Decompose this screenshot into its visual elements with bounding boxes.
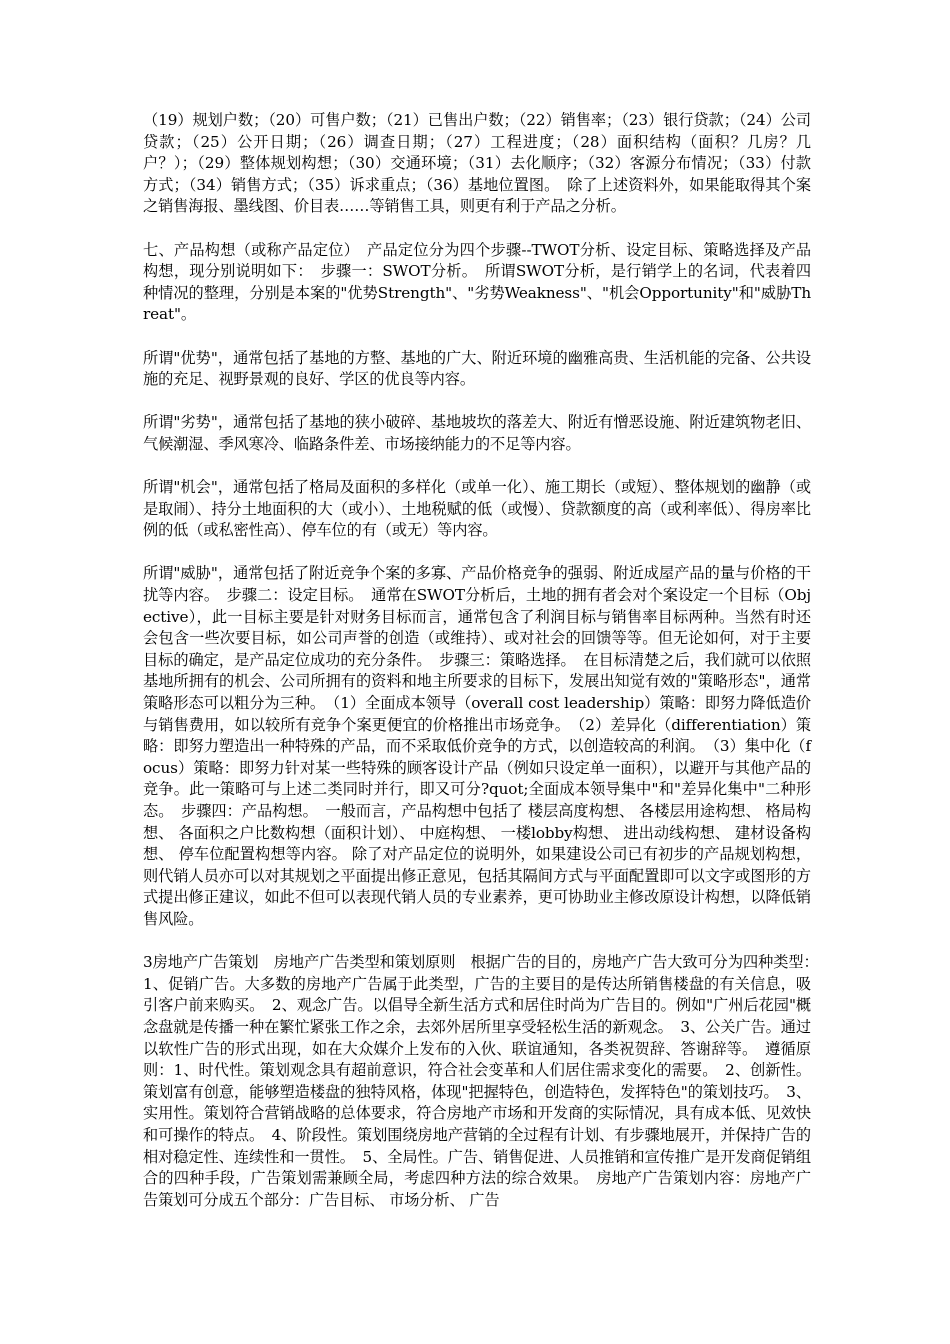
- paragraph-opportunities: 所谓"机会"，通常包括了格局及面积的多样化（或单一化）、施工期长（或短）、整体规划的幽静（或是取闹）、持分土地面积的大（或小）、土地税赋的低（或慢）、贷款额度的高（或利率低）、得房率比例的低（或私密性高）、停车位的有（或无）等内容。: [143, 478, 811, 540]
- paragraph-weaknesses: 所谓"劣势"，通常包括了基地的狭小破碎、基地坡坎的落差大、附近有憎恶设施、附近建筑物老旧、气候潮湿、季风寒冷、临路条件差、市场接纳能力的不足等内容。: [143, 413, 811, 453]
- paragraph-product-concept-swot: 七、产品构想（或称产品定位） 产品定位分为四个步骤--TWOT分析、设定目标、策略选择及产品构想，现分别说明如下： 步骤一：SWOT分析。 所谓SWOT分析，是行销学上的名词，代表着四种情况的整理，分别是本案的"优势Strength"、"劣势Weakness"、"机会Opportunity"和"威胁Threat"。: [143, 240, 811, 324]
- paragraph-threats-and-steps: 所谓"威胁"，通常包括了附近竞争个案的多寡、产品价格竞争的强弱、附近成屋产品的量与价格的干扰等内容。 步骤二：设定目标。 通常在SWOT分析后，土地的拥有者会对个案设定一个目标（Objective），此一目标主要是针对财务目标而言，通常包含了利润目标与销售率目标两种。当然有时还会包含一些次要目标，如公司声誉的创造（或维持）、或对社会的回馈等等。但无论如何，对于主要目标的确定，是产品定位成功的充分条件。 步骤三：策略选择。 在目标清楚之后，我们就可以依照基地所拥有的机会、公司所拥有的资料和地主所要求的目标下，发展出知觉有效的"策略形态"，通常策略形态可以粗分为三种。 （1）全面成本领导（overall cost leadership）策略：即努力降低造价与销售费用，如以较所有竞争个案更便宜的价格推出市场竞争。 （2）差异化（differentiation）策略：即努力塑造出一种特殊的产品，而不采取低价竞争的方式，以创造较高的利润。 （3）集中化（focus）策略：即努力针对某一些特殊的顾客设计产品（例如只设定单一面积），以避开与其他产品的竞争。此一策略可与上述二类同时并行，即又可分?quot;全面成本领导集中"和"差异化集中"二种形态。 步骤四：产品构想。 一般而言，产品构想中包括了 楼层高度构想、 各楼层用途构想、 格局构想、 各面积之户比数构想（面积计划）、 中庭构想、 一楼lobby构想、 进出动线构想、 建材设备构想、 停车位配置构想等内容。 除了对产品定位的说明外，如果建设公司已有初步的产品规划构想，则代销人员亦可以对其规划之平面提出修正意见，包括其隔间方式与平面配置即可以文字或图形的方式提出修正建议，如此不但可以表现代销人员的专业素养，更可协助业主修改原设计构想，以降低销售风险。: [143, 564, 811, 928]
- paragraph-project-data-list: （19）规划户数；（20）可售户数；（21）已售出户数；（22）销售率；（23）银行贷款；（24）公司贷款；（25）公开日期；（26）调查日期；（27）工程进度；（28）面积结构（面积？几房？几户？）；（29）整体规划构想；（30）交通环境；（31）去化顺序；（32）客源分布情况；（33）付款方式；（34）销售方式；（35）诉求重点；（36）基地位置图。 除了上述资料外，如果能取得其个案之销售海报、墨线图、价目表……等销售工具，则更有利于产品之分析。: [143, 111, 811, 216]
- paragraph-real-estate-advertising: 3房地产广告策划 房地产广告类型和策划原则 根据广告的目的，房地产广告大致可分为四种类型： 1、促销广告。大多数的房地产广告属于此类型，广告的主要目的是传达所销售楼盘的有关信息，吸引客户前来购买。 2、观念广告。以倡导全新生活方式和居住时尚为广告目的。例如"广州后花园"概念盘就是传播一种在繁忙紧张工作之余，去郊外居所里享受轻松生活的新观念。 3、公关广告。通过以软性广告的形式出现，如在大众媒介上发布的入伙、联谊通知，各类祝贺辞、答谢辞等。 遵循原则：1、时代性。策划观念具有超前意识，符合社会变革和人们居住需求变化的需要。 2、创新性。策划富有创意，能够塑造楼盘的独特风格，体现"把握特色，创造特色，发挥特色"的策划技巧。 3、实用性。策划符合营销战略的总体要求，符合房地产市场和开发商的实际情况，具有成本低、见效快和可操作的特点。 4、阶段性。策划围绕房地产营销的全过程有计划、有步骤地展开，并保持广告的相对稳定性、连续性和一贯性。 5、全局性。广告、销售促进、人员推销和宣传推广是开发商促销组合的四种手段，广告策划需兼顾全局，考虑四种方法的综合效果。 房地产广告策划内容：房地产广告策划可分成五个部分：广告目标、 市场分析、 广告: [143, 953, 827, 1209]
- document-page: [143, 110, 827, 1211]
- paragraph-strengths: 所谓"优势"，通常包括了基地的方整、基地的广大、附近环境的幽雅高贵、生活机能的完备、公共设施的充足、视野景观的良好、学区的优良等内容。: [143, 348, 811, 389]
